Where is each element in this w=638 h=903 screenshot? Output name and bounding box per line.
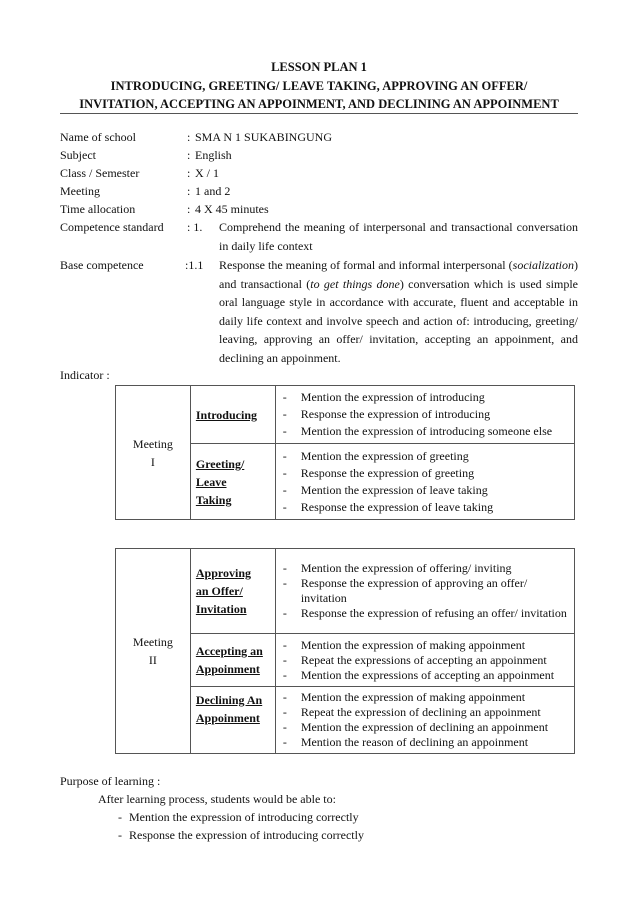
list-item [281,720,569,735]
info-value: 4 X 45 minutes [195,202,269,216]
indicator-table-meeting-1 [115,385,575,520]
info-row-subject [60,146,578,164]
dash: - [282,561,287,575]
topic-introducing: Introducing [190,386,275,444]
dash: - [282,407,287,421]
info-colon: : [187,184,191,198]
list-item [281,389,569,406]
dash: - [282,637,287,652]
info-value: SMA N 1 SUKABINGUNG [195,130,333,144]
dash: - [282,482,287,497]
dash: - [118,810,122,824]
list-item [281,668,569,683]
dash: - [282,465,287,480]
page-subtitle-line2: INVITATION, ACCEPTING AN APPOINMENT, AND DECLINING AN APPOINMENT [79,97,559,111]
title-divider [60,113,578,114]
info-colon: : [187,148,191,162]
info-label: Subject [60,148,96,162]
purpose-intro: After learning process, students would be able to: [98,792,336,806]
topic-text: Approving [195,566,251,580]
dash: - [282,705,287,719]
info-label: Class / Semester [60,166,140,180]
meeting-cell [116,549,191,754]
base-competence-text-part: ) and transactional ( [219,258,578,291]
base-competence-text [219,256,578,368]
competence-standard-label: Competence standard [60,220,164,234]
page-title: LESSON PLAN 1 [271,60,367,74]
list-item [281,448,569,465]
indicator-items [275,634,574,687]
meeting-number: I [150,454,155,469]
dash: - [282,652,287,667]
list-item [281,653,569,668]
topic-text: Appoinment [195,711,260,725]
base-competence-italic: socialization [512,258,574,272]
topic-text: Declining An [195,693,263,707]
dash: - [282,667,287,682]
dash: - [282,424,287,438]
info-row-meeting [60,182,578,200]
base-competence-italic: to get things done [310,276,400,291]
table-row [116,549,575,634]
base-competence-text-part: ) conversation which is used simple oral language style in accordance with accurate, fluent and acceptable in daily life context and involve speech and action of: introducing, greeting/ leaving, approving an offer/ invitation, accepting an appoinment, and declining an appoinment. [219,276,578,365]
indicator-items [275,386,574,444]
info-colon: : [187,130,191,144]
info-label: Meeting [60,184,100,198]
dash: - [282,735,287,749]
item-text: Mention the expression of making appoinment [300,637,526,652]
item-text: Response the expression of introducing correctly [129,828,364,842]
meeting-number: II [148,653,157,667]
item-text: Mention the expression of offering/ inviting [300,561,512,575]
indicator-items [275,549,574,634]
topic-greeting [190,444,275,520]
list-item [281,705,569,720]
purpose-label: Purpose of learning : [60,774,161,788]
item-text: Response the expression of refusing an offer/ invitation [300,606,567,620]
list-item [281,423,569,440]
page-subtitle-line1: INTRODUCING, GREETING/ LEAVE TAKING, APPROVING AN OFFER/ [110,79,528,93]
list-item [281,465,569,482]
list-item [281,735,569,750]
item-text: Mention the reason of declining an appoinment [300,735,529,749]
topic-text: Leave [195,474,227,489]
item-text: Mention the expression of greeting [300,448,469,463]
indicator-label: Indicator : [60,368,110,382]
topic-approving [190,549,275,634]
competence-standard-text: Comprehend the meaning of interpersonal and transactional conversation in daily life context [219,220,578,253]
dash: - [282,448,287,463]
competence-standard-number: : 1. [187,220,203,234]
meeting-cell [116,386,191,520]
item-text: Response the expression of introducing [300,407,491,421]
info-colon: : [187,202,191,216]
topic-text: Invitation [195,602,247,616]
item-text: Response the expression of greeting [300,465,475,480]
table-row [116,386,575,444]
indicator-items [275,444,574,520]
item-text: Repeat the expressions of accepting an appoinment [300,652,547,667]
topic-text: Appoinment [195,662,260,676]
dash: - [282,606,287,620]
topic-text: an Offer/ [195,584,243,598]
list-item [281,638,569,653]
item-text: Response the expression of approving an offer/ invitation [300,576,528,605]
topic-declining [190,687,275,754]
dash: - [282,499,287,514]
dash: - [118,828,122,842]
dash: - [282,576,287,590]
item-text: Repeat the expression of declining an appoinment [300,705,541,719]
indicator-table-meeting-2 [115,548,575,754]
list-item [281,690,569,705]
info-value: English [195,148,232,162]
item-text: Mention the expression of declining an appoinment [300,720,549,734]
topic-text: Greeting/ [195,456,245,471]
base-competence-label: Base competence [60,258,144,272]
list-item [281,576,569,606]
base-competence-number: :1.1 [185,258,204,272]
list-item [281,482,569,499]
dash: - [282,690,287,704]
info-row-class [60,164,578,182]
item-text: Mention the expression of introducing correctly [129,810,359,824]
item-text: Mention the expression of leave taking [300,482,488,497]
item-text: Mention the expression of introducing someone else [300,424,553,438]
topic-accepting [190,634,275,687]
info-value: X / 1 [195,166,219,180]
item-text: Mention the expression of making appoinment [300,690,526,704]
topic-text: Accepting an [195,644,263,658]
dash: - [282,720,287,734]
indicator-items [275,687,574,754]
list-item [281,499,569,516]
info-row-time [60,200,578,218]
item-text: Mention the expression of introducing [300,390,485,404]
meeting-label: Meeting [132,635,173,649]
list-item [281,606,569,621]
info-value: 1 and 2 [195,184,231,198]
dash: - [282,390,287,404]
item-text: Response the expression of leave taking [300,499,494,514]
base-competence-text-part: Response the meaning of formal and informal interpersonal ( [219,258,513,272]
item-text: Mention the expressions of accepting an appoinment [300,667,555,682]
info-row-school [60,128,578,146]
list-item [281,561,569,576]
info-label: Name of school [60,130,136,144]
topic-text: Taking [195,492,232,507]
list-item [281,406,569,423]
info-label: Time allocation [60,202,136,216]
meeting-label: Meeting [132,436,173,451]
info-colon: : [187,166,191,180]
